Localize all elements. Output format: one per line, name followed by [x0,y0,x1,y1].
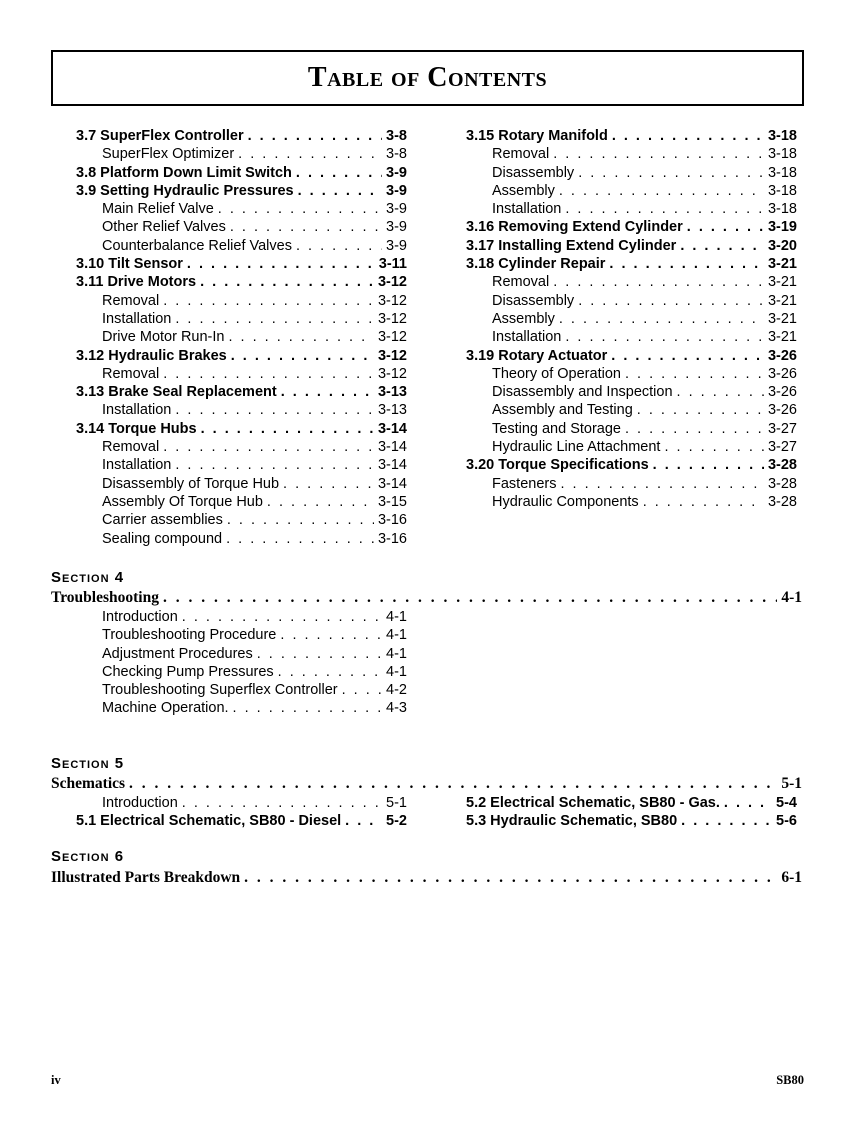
toc-entry[interactable] [466,366,797,384]
toc-entry-label: 3.20 Torque Specifications [466,457,649,474]
toc-entry-page: 3-27 [767,439,797,456]
section5-right-entries [466,795,797,832]
leader-dots [653,457,764,473]
section6-page: 6-1 [781,869,802,886]
toc-entry-page: 3-21 [767,292,797,309]
toc-entry[interactable] [76,476,407,494]
leader-dots [296,165,382,181]
leader-dots [200,274,374,290]
leader-dots [175,402,374,418]
toc-entry[interactable] [466,201,797,219]
toc-entry-label: Fasteners [492,475,557,492]
toc-entry-page: 3-9 [386,201,407,218]
toc-entry[interactable] [466,238,797,256]
toc-entry-page: 3-18 [767,201,797,218]
toc-entry-page: 3-9 [386,182,407,199]
leader-dots [625,421,764,437]
toc-entry[interactable] [76,439,407,457]
toc-entry[interactable] [466,439,797,457]
toc-entry-page: 3-13 [377,384,407,401]
toc-entry[interactable] [466,293,797,311]
leader-dots [643,494,764,510]
toc-entry[interactable] [76,256,407,274]
toc-entry[interactable] [76,627,407,645]
leader-dots [611,348,764,364]
toc-entry-page: 3-9 [386,237,407,254]
leader-dots [565,201,764,217]
section5-title-line[interactable] [51,775,802,793]
leader-dots [553,146,764,162]
section4-page: 4-1 [781,589,802,606]
toc-entry[interactable] [466,165,797,183]
toc-entry-label: Carrier assemblies [102,512,223,529]
toc-entry-page: 4-1 [386,609,407,625]
title-box [51,50,804,106]
toc-entry[interactable] [76,128,407,146]
toc-entry-label: 3.8 Platform Down Limit Switch [76,164,292,181]
toc-entry-page: 3-21 [767,274,797,291]
toc-entry-label: 3.16 Removing Extend Cylinder [466,219,683,236]
toc-entry-label: Installation [102,402,172,419]
toc-entry[interactable] [76,494,407,512]
toc-entry[interactable] [466,348,797,366]
toc-entry-label: Removal [492,146,550,163]
toc-entry[interactable] [466,256,797,274]
leader-dots [578,293,764,309]
leader-dots [201,421,374,437]
leader-dots [228,329,373,345]
section6-heading: Section 6 [51,848,125,865]
toc-entry-page: 3-11 [378,256,407,273]
toc-entry-label: 3.11 Drive Motors [76,274,197,291]
toc-entry[interactable] [466,274,797,292]
toc-entry-page: 3-12 [377,329,407,346]
section4-heading: Section 4 [51,569,125,586]
toc-entry-label: Disassembly [492,292,575,309]
toc-entry-page: 3-8 [386,146,407,163]
leader-dots [680,238,764,254]
toc-entry-page: 3-26 [767,402,797,419]
leader-dots [163,439,374,455]
toc-entry-page: 3-21 [767,329,797,346]
toc-entry-label: Troubleshooting Procedure [102,627,277,644]
leader-dots [257,646,382,662]
toc-entry-label: Drive Motor Run-In [102,329,225,346]
toc-entry-label: Removal [102,439,160,456]
toc-entry-page: 3-27 [767,420,797,437]
toc-entry-label: Introduction [102,609,178,625]
toc-entry-label: Removal [102,365,160,382]
toc-entry[interactable] [76,293,407,311]
leader-dots [724,795,772,811]
toc-entry-label: 3.19 Rotary Actuator [466,347,608,364]
leader-dots [226,531,374,547]
toc-entry-label: 3.15 Rotary Manifold [466,128,608,144]
toc-entry-page: 3-14 [377,457,407,474]
toc-entry-label: 5.1 Electrical Schematic, SB80 - Diesel [76,813,342,830]
toc-entry[interactable] [76,421,407,439]
toc-entry-page: 3-19 [767,219,797,236]
toc-entry-label: Removal [492,274,550,291]
toc-entry-page: 3-28 [767,457,797,474]
toc-entry[interactable] [466,329,797,347]
toc-entry-page: 3-12 [377,310,407,327]
toc-entry[interactable] [76,795,407,813]
leader-dots [342,682,382,698]
leader-dots [553,274,764,290]
toc-entry-page: 3-28 [767,493,797,510]
leader-dots [129,775,777,793]
toc-entry[interactable] [466,183,797,201]
leader-dots [227,512,374,528]
toc-entry[interactable] [76,165,407,183]
toc-entry[interactable] [76,238,407,256]
toc-entry-page: 3-13 [377,402,407,419]
toc-entry-page: 3-14 [377,420,407,437]
leader-dots [296,238,382,254]
leader-dots [248,128,382,144]
toc-entry-page: 3-20 [767,237,797,254]
leader-dots [677,384,764,400]
leader-dots [559,311,764,327]
toc-entry-label: Assembly Of Torque Hub [102,493,263,510]
leader-dots [565,329,764,345]
toc-entry-label: Machine Operation. [102,700,229,717]
leader-dots [612,128,764,144]
toc-entry-label: Checking Pump Pressures [102,663,274,680]
toc-entry-label: Disassembly and Inspection [492,384,673,401]
toc-entry-label: Disassembly [492,164,575,181]
leader-dots [578,165,764,181]
toc-entry[interactable] [76,183,407,201]
toc-entry-page: 3-21 [767,310,797,327]
toc-left-column [76,128,407,549]
toc-entry-page: 4-1 [386,663,407,680]
leader-dots [625,366,764,382]
leader-dots [175,311,374,327]
toc-entry-label: 3.17 Installing Extend Cylinder [466,237,677,254]
leader-dots [218,201,382,217]
toc-entry-label: Installation [102,310,172,327]
toc-entry-page: 4-3 [386,700,407,717]
toc-entry[interactable] [466,384,797,402]
toc-entry[interactable] [76,311,407,329]
toc-entry[interactable] [76,329,407,347]
toc-entry-page: 3-18 [767,182,797,199]
leader-dots [163,589,777,607]
toc-entry-label: Assembly and Testing [492,402,633,419]
toc-entry-page: 3-21 [767,256,797,273]
leader-dots [231,348,374,364]
leader-dots [280,627,382,643]
toc-entry[interactable] [76,646,407,664]
toc-entry-label: Removal [102,292,160,309]
toc-entry-label: Installation [492,329,562,346]
toc-entry-label: Installation [102,457,172,474]
leader-dots [637,402,764,418]
leader-dots [238,146,382,162]
section6-title: Illustrated Parts Breakdown [51,869,241,886]
toc-entry[interactable] [76,348,407,366]
toc-entry-page: 3-14 [377,475,407,492]
toc-entry[interactable] [76,512,407,530]
leader-dots [281,384,374,400]
footer-model: SB80 [776,1073,804,1087]
toc-entry[interactable] [76,700,407,718]
toc-entry-page: 4-2 [386,682,407,699]
toc-entry-page: 3-26 [767,365,797,382]
leader-dots [283,476,374,492]
leader-dots [233,700,382,716]
toc-entry-label: Assembly [492,310,555,327]
toc-entry-page: 3-12 [377,365,407,382]
section6-title-line[interactable] [51,869,802,887]
toc-entry-label: Hydraulic Components [492,493,639,510]
leader-dots [182,795,382,811]
leader-dots [609,256,764,272]
toc-entry-page: 3-15 [377,493,407,510]
toc-entry-label: Counterbalance Relief Valves [102,237,292,254]
toc-entry-label: 5.2 Electrical Schematic, SB80 - Gas. [466,795,720,811]
leader-dots [560,476,763,492]
toc-entry[interactable] [466,457,797,475]
section5-left-entries [76,795,407,832]
toc-entry-label: Hydraulic Line Attachment [492,439,661,456]
toc-entry-label: Theory of Operation [492,365,621,382]
toc-entry-page: 3-14 [377,439,407,456]
leader-dots [687,219,764,235]
toc-entry-label: Other Relief Valves [102,219,226,236]
section4-entries [76,609,407,719]
toc-entry[interactable] [76,457,407,475]
toc-entry-page: 3-9 [386,164,407,181]
section4-title: Troubleshooting [51,589,159,606]
toc-entry[interactable] [76,274,407,292]
toc-entry-page: 5-4 [776,795,797,811]
leader-dots [681,813,772,829]
toc-entry-label: 3.18 Cylinder Repair [466,256,606,273]
toc-entry-label: Adjustment Procedures [102,645,253,662]
section4-title-line[interactable] [51,589,802,607]
toc-entry-label: 3.10 Tilt Sensor [76,256,183,273]
toc-entry[interactable] [76,146,407,164]
section5-heading: Section 5 [51,755,125,772]
toc-entry-page: 3-28 [767,475,797,492]
toc-entry[interactable] [76,366,407,384]
leader-dots [345,813,382,829]
toc-entry[interactable] [76,813,407,831]
toc-entry[interactable] [466,311,797,329]
toc-entry[interactable] [76,664,407,682]
toc-entry[interactable] [466,494,797,512]
toc-entry-page: 4-1 [386,645,407,662]
leader-dots [182,609,382,625]
leader-dots [298,183,382,199]
toc-entry[interactable] [466,219,797,237]
leader-dots [244,869,777,887]
toc-entry-page: 3-9 [386,219,407,236]
toc-entry-page: 5-1 [386,795,407,811]
toc-entry-page: 3-26 [767,347,797,364]
toc-entry[interactable] [466,128,797,146]
toc-entry-label: 3.13 Brake Seal Replacement [76,384,277,401]
toc-entry[interactable] [76,219,407,237]
toc-entry-page: 3-12 [377,292,407,309]
toc-entry[interactable] [76,609,407,627]
leader-dots [267,494,374,510]
toc-entry-page: 5-2 [386,813,407,830]
toc-entry-page: 3-18 [767,164,797,181]
footer-page-number: iv [51,1073,61,1087]
toc-entry[interactable] [466,402,797,420]
toc-entry-page: 5-6 [776,813,797,830]
toc-entry-label: 3.9 Setting Hydraulic Pressures [76,182,294,199]
leader-dots [559,183,764,199]
toc-entry-page: 3-12 [377,347,407,364]
toc-entry[interactable] [76,201,407,219]
toc-entry-page: 4-1 [386,627,407,644]
toc-entry-page: 3-18 [767,128,797,144]
toc-entry-label: SuperFlex Optimizer [102,146,235,163]
toc-entry[interactable] [466,795,797,813]
toc-right-column [466,128,797,512]
toc-entry[interactable] [76,531,407,549]
leader-dots [187,256,375,272]
leader-dots [175,457,374,473]
toc-entry-label: 5.3 Hydraulic Schematic, SB80 [466,813,678,830]
toc-entry-label: 3.7 SuperFlex Controller [76,128,244,144]
toc-entry[interactable] [76,384,407,402]
toc-entry-label: Introduction [102,795,178,811]
toc-entry[interactable] [466,476,797,494]
leader-dots [664,439,764,455]
leader-dots [163,366,374,382]
toc-entry-label: 3.12 Hydraulic Brakes [76,347,227,364]
toc-entry[interactable] [466,146,797,164]
toc-entry-page: 3-18 [767,146,797,163]
leader-dots [230,219,382,235]
toc-entry-label: Assembly [492,182,555,199]
leader-dots [163,293,374,309]
toc-entry-label: Main Relief Valve [102,201,214,218]
toc-entry[interactable] [466,813,797,831]
page-title: Table of Contents [307,62,548,93]
toc-entry-page: 3-12 [377,274,407,291]
toc-entry-label: Disassembly of Torque Hub [102,475,280,492]
leader-dots [278,664,382,680]
toc-entry-label: Troubleshooting Superflex Controller [102,682,338,699]
toc-entry-page: 3-16 [377,512,407,529]
toc-entry-label: Testing and Storage [492,420,621,437]
toc-entry-label: Installation [492,201,562,218]
toc-entry[interactable] [466,421,797,439]
toc-entry[interactable] [76,682,407,700]
toc-entry-label: Sealing compound [102,530,223,547]
toc-entry[interactable] [76,402,407,420]
toc-entry-label: 3.14 Torque Hubs [76,420,197,437]
toc-entry-page: 3-16 [377,530,407,547]
section5-title: Schematics [51,775,126,792]
toc-entry-page: 3-8 [386,128,407,144]
section5-page: 5-1 [781,775,802,792]
toc-entry-page: 3-26 [767,384,797,401]
